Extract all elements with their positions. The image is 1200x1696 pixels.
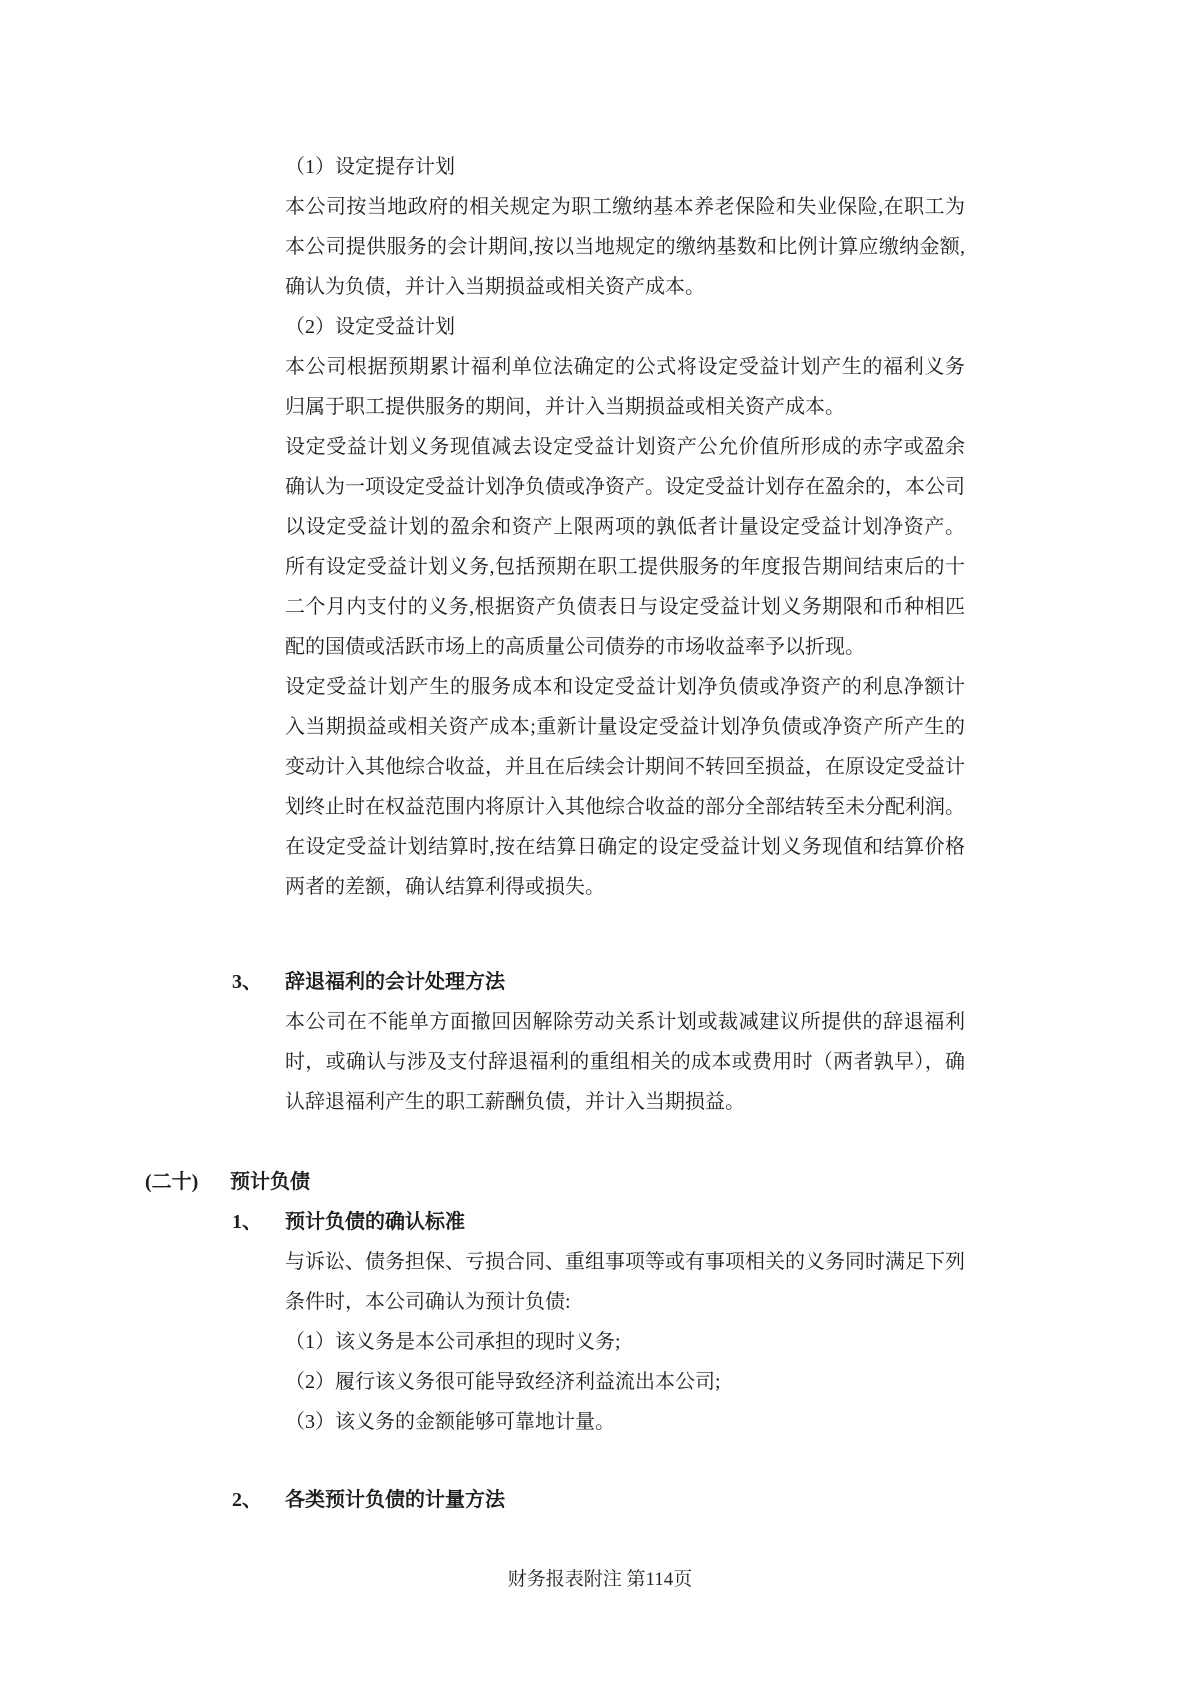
subheading-defined-contribution-plan: （1）设定提存计划	[285, 156, 455, 178]
paragraph-line: 本公司根据预期累计福利单位法确定的公式将设定受益计划产生的福利义务	[285, 356, 965, 378]
paragraph-line: 以设定受益计划的盈余和资产上限两项的孰低者计量设定受益计划净资产。	[285, 516, 965, 538]
paragraph-line: 认辞退福利产生的职工薪酬负债，并计入当期损益。	[285, 1091, 745, 1113]
section-heading-provisions	[145, 1162, 1200, 1202]
paragraph-line: 在设定受益计划结算时,按在结算日确定的设定受益计划义务现值和结算价格	[285, 836, 965, 858]
list-item: （2）履行该义务很可能导致经济利益流出本公司;	[285, 1371, 721, 1393]
heading-provision-measurement	[232, 1480, 1200, 1520]
heading-title: 各类预计负债的计量方法	[285, 1489, 505, 1511]
paragraph-line: 与诉讼、债务担保、亏损合同、重组事项等或有事项相关的义务同时满足下列	[285, 1251, 965, 1273]
heading-termination-benefits	[232, 962, 1200, 1002]
paragraph-line: 变动计入其他综合收益，并且在后续会计期间不转回至损益，在原设定受益计	[285, 756, 965, 778]
paragraph-line: 本公司按当地政府的相关规定为职工缴纳基本养老保险和失业保险,在职工为	[285, 196, 965, 218]
list-item: （3）该义务的金额能够可靠地计量。	[285, 1411, 615, 1433]
section-title: 预计负债	[230, 1171, 310, 1193]
paragraph-line: 归属于职工提供服务的期间，并计入当期损益或相关资产成本。	[285, 396, 845, 418]
paragraph-line: 配的国债或活跃市场上的高质量公司债券的市场收益率予以折现。	[285, 636, 865, 658]
heading-title: 预计负债的确认标准	[285, 1211, 465, 1233]
paragraph-line: 所有设定受益计划义务,包括预期在职工提供服务的年度报告期间结束后的十	[285, 556, 965, 578]
subheading-defined-benefit-plan: （2）设定受益计划	[285, 316, 455, 338]
heading-number: 3、	[232, 971, 262, 993]
paragraph-line: 设定受益计划义务现值减去设定受益计划资产公允价值所形成的赤字或盈余	[285, 436, 965, 458]
paragraph-line: 划终止时在权益范围内将原计入其他综合收益的部分全部结转至未分配利润。	[285, 796, 965, 818]
heading-provision-recognition	[232, 1202, 1200, 1242]
paragraph-line: 本公司在不能单方面撤回因解除劳动关系计划或裁减建议所提供的辞退福利	[285, 1011, 965, 1033]
page-footer: 财务报表附注 第114页	[507, 1569, 693, 1590]
paragraph-line: 确认为负债，并计入当期损益或相关资产成本。	[285, 276, 705, 298]
list-item: （1）该义务是本公司承担的现时义务;	[285, 1331, 621, 1353]
paragraph-line: 两者的差额，确认结算利得或损失。	[285, 876, 605, 898]
heading-number: 1、	[232, 1211, 262, 1233]
paragraph-line: 入当期损益或相关资产成本;重新计量设定受益计划净负债或净资产所产生的	[285, 716, 965, 738]
paragraph-line: 条件时，本公司确认为预计负债:	[285, 1291, 571, 1313]
heading-number: 2、	[232, 1489, 262, 1511]
paragraph-line: 设定受益计划产生的服务成本和设定受益计划净负债或净资产的利息净额计	[285, 676, 965, 698]
paragraph-line: 本公司提供服务的会计期间,按以当地规定的缴纳基数和比例计算应缴纳金额,	[285, 236, 965, 258]
paragraph-line: 二个月内支付的义务,根据资产负债表日与设定受益计划义务期限和币种相匹	[285, 596, 965, 618]
heading-title: 辞退福利的会计处理方法	[285, 971, 505, 993]
section-number: (二十)	[145, 1171, 199, 1193]
paragraph-line: 确认为一项设定受益计划净负债或净资产。设定受益计划存在盈余的，本公司	[285, 476, 965, 498]
paragraph-line: 时，或确认与涉及支付辞退福利的重组相关的成本或费用时（两者孰早），确	[285, 1051, 965, 1073]
